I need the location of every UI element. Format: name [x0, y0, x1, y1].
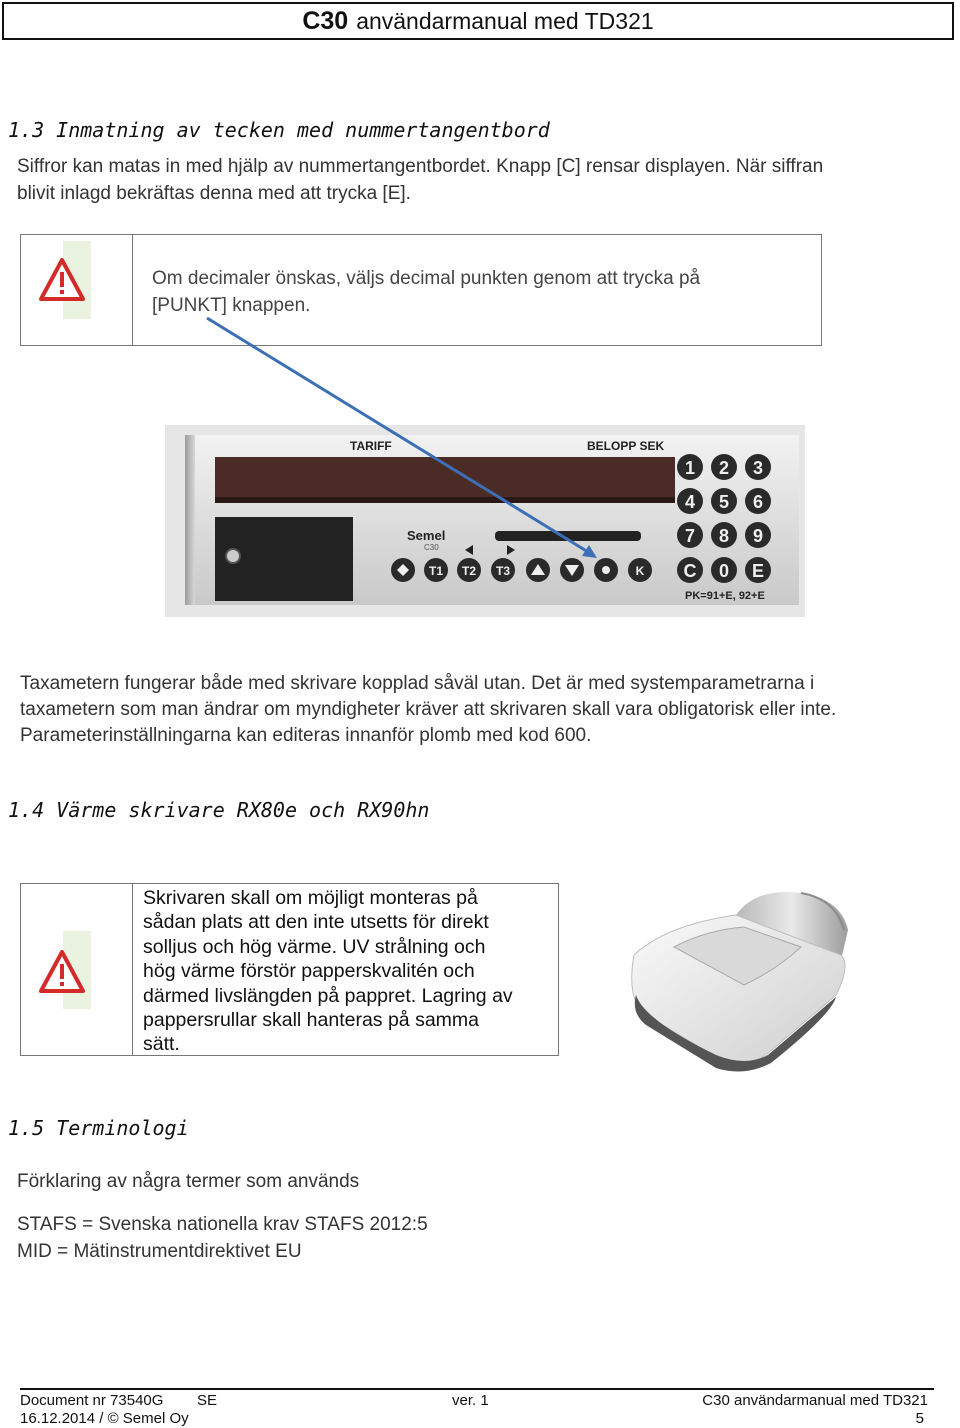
- amount-label: BELOPP SEK: [587, 439, 665, 453]
- terminology-intro: Förklaring av några termer som används: [17, 1171, 360, 1192]
- printer-warning-line: solljus och hög värme. UV strålning och: [143, 935, 486, 958]
- section-1-4-heading: 1.4 Värme skrivare RX80e och RX90hn: [8, 798, 430, 822]
- footer-rule: [20, 1388, 934, 1390]
- printer-warning-line: sådan plats att den inte utsetts för direkt: [143, 911, 489, 934]
- key-6: 6: [752, 492, 764, 512]
- footer-lang: SE: [197, 1392, 218, 1409]
- warning-box-divider: [132, 884, 133, 1055]
- key-0: 0: [718, 561, 730, 581]
- section-1-3-para-line2: blivit inlagd bekräftas denna med att trycka [E].: [17, 183, 411, 204]
- footer-doc-number: Document nr 73540G: [20, 1392, 164, 1409]
- warning-icon: [39, 949, 85, 995]
- footer-version: ver. 1: [452, 1392, 489, 1409]
- footer-doc-title: C30 användarmanual med TD321: [702, 1392, 928, 1409]
- key-c: C: [683, 561, 697, 581]
- key-7: 7: [684, 526, 696, 546]
- key-8: 8: [718, 526, 730, 546]
- printer-para-line3: Parameterinställningarna kan editeras innanför plomb med kod 600.: [20, 725, 592, 746]
- key-1: 1: [684, 458, 696, 478]
- key-2: 2: [718, 458, 730, 478]
- device-code-label: PK=91+E, 92+E: [685, 590, 765, 602]
- warning-text-line1: Om decimaler önskas, väljs decimal punkten genom att trycka på: [152, 268, 701, 289]
- printer-warning-line: sätt.: [143, 1033, 180, 1056]
- key-k: K: [635, 564, 645, 578]
- device-brand: Semel: [407, 528, 446, 543]
- printer-warning-line: pappersrullar skall hanteras på samma: [143, 1009, 479, 1032]
- device-model: C30: [424, 543, 439, 552]
- key-4: 4: [684, 492, 696, 512]
- key-t3: T3: [495, 564, 511, 578]
- warning-box-printer: [20, 883, 559, 1056]
- tariff-label: TARIFF: [350, 439, 392, 453]
- key-9: 9: [752, 526, 764, 546]
- printer-para-line1: Taxametern fungerar både med skrivare kopplad såväl utan. Det är med systemparametrarna i: [20, 673, 815, 694]
- footer-page-number: 5: [915, 1410, 924, 1427]
- thermal-printer-image: [626, 885, 856, 1075]
- key-t2: T2: [461, 564, 477, 578]
- section-1-3-para-line1: Siffror kan matas in med hjälp av nummertangentbordet. Knapp [C] rensar displayen. När siffran: [17, 156, 824, 177]
- footer-date-copyright: 16.12.2014 / © Semel Oy: [20, 1410, 189, 1427]
- term-stafs: STAFS = Svenska nationella krav STAFS 2012:5: [17, 1214, 428, 1235]
- printer-warning-line: hög värme förstör papperskvalitén och: [143, 960, 475, 983]
- key-5: 5: [718, 492, 730, 512]
- header-title: användarmanual med TD321: [356, 7, 654, 34]
- header-brand: C30: [302, 6, 349, 35]
- section-1-5-heading: 1.5 Terminologi: [8, 1116, 189, 1140]
- printer-para-line2: taxametern som man ändrar om myndigheter kräver att skrivaren skall vara obligatorisk eller inte.: [20, 699, 837, 720]
- section-1-3-heading: 1.3 Inmatning av tecken med nummertangentbord: [8, 118, 550, 142]
- warning-text-line2: [PUNKT] knappen.: [152, 295, 311, 316]
- printer-warning-line: Skrivaren skall om möjligt monteras på: [143, 887, 478, 909]
- punkt-arrow: [0, 0, 960, 640]
- key-t1: T1: [428, 564, 444, 578]
- key-3: 3: [752, 458, 764, 478]
- term-mid: MID = Mätinstrumentdirektivet EU: [17, 1241, 302, 1262]
- printer-warning-line: därmed livslängden på pappret. Lagring av: [143, 984, 513, 1007]
- key-e: E: [751, 561, 765, 581]
- printer-warning-text: [143, 886, 513, 1057]
